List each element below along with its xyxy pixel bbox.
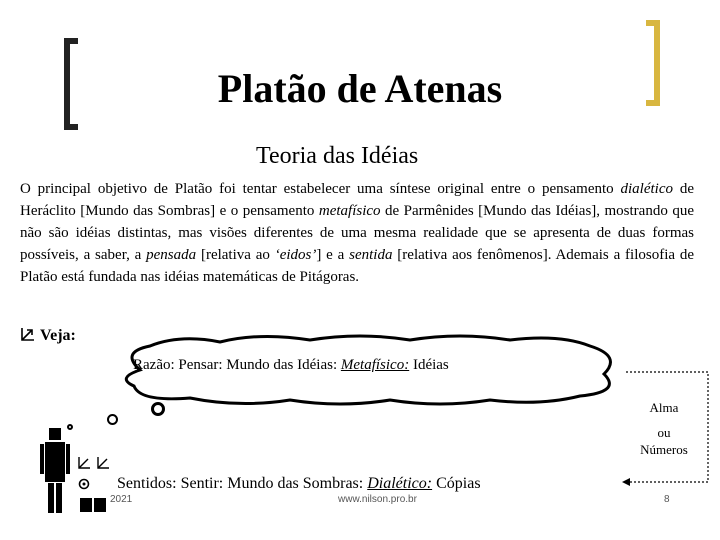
alma-label: Alma — [649, 400, 679, 415]
paragraph-segment: de Heráclito [Mundo das Sombras] e o pensamento — [20, 181, 694, 219]
page-number: 8 — [664, 494, 670, 505]
sentidos-text — [117, 473, 481, 495]
paragraph-emphasis: sentida — [349, 247, 393, 263]
page-title: Platão de Atenas — [217, 66, 503, 111]
body-paragraph — [20, 178, 694, 288]
paragraph-segment: O principal objetivo de Platão foi tentar estabelecer uma síntese original entre o pensamento — [20, 181, 621, 197]
cloud-text-part1: Razão: Pensar: Mundo das Idéias: — [133, 357, 341, 373]
numeros-label: Números — [640, 442, 688, 457]
veja-text: Veja: — [40, 327, 76, 344]
bullet-icon — [78, 478, 90, 490]
ou-label: ou — [657, 425, 671, 440]
page-subtitle: Teoria das Idéias — [256, 143, 419, 169]
footer-date: 2021 — [110, 494, 133, 505]
paragraph-emphasis: ‘eidos’ — [274, 247, 317, 263]
sentidos-part1: Sentidos: Sentir: Mundo das Sombras: — [117, 475, 368, 492]
cloud-text-part2: Idéias — [409, 357, 449, 373]
paragraph-segment: [relativa ao — [196, 247, 275, 263]
double-arrow-icon — [78, 456, 114, 470]
paragraph-segment: ] e a — [316, 247, 350, 263]
paragraph-emphasis: dialético — [620, 181, 673, 197]
arrow-icon — [20, 326, 36, 342]
person-icon — [40, 428, 70, 518]
paragraph-segment: [relativa aos fenômenos]. Ademais a filosofia de Platão está fundada nas idéias matemáticas de Pitágoras. — [20, 247, 695, 285]
paragraph-segment: de Parmênides [Mundo das Idéias], mostrando que não são idéias distintas, mas visões diferentes de uma mesma realidade que se apresenta de duas formas possíveis, a saber, a — [20, 203, 694, 263]
thought-bubble-large — [151, 402, 165, 416]
cloud-text — [133, 354, 449, 376]
sentidos-part2: Cópias — [432, 475, 481, 492]
sentidos-emph: Dialético: — [367, 475, 433, 492]
thought-bubble-medium — [107, 414, 118, 425]
paragraph-emphasis: pensada — [146, 247, 197, 263]
cloud-text-emph: Metafísico: — [340, 357, 410, 373]
footer-blocks-icon — [80, 494, 108, 512]
paragraph-emphasis: metafísico — [318, 203, 381, 219]
veja-label — [20, 325, 76, 347]
footer-url[interactable]: www.nilson.pro.br — [338, 494, 417, 505]
